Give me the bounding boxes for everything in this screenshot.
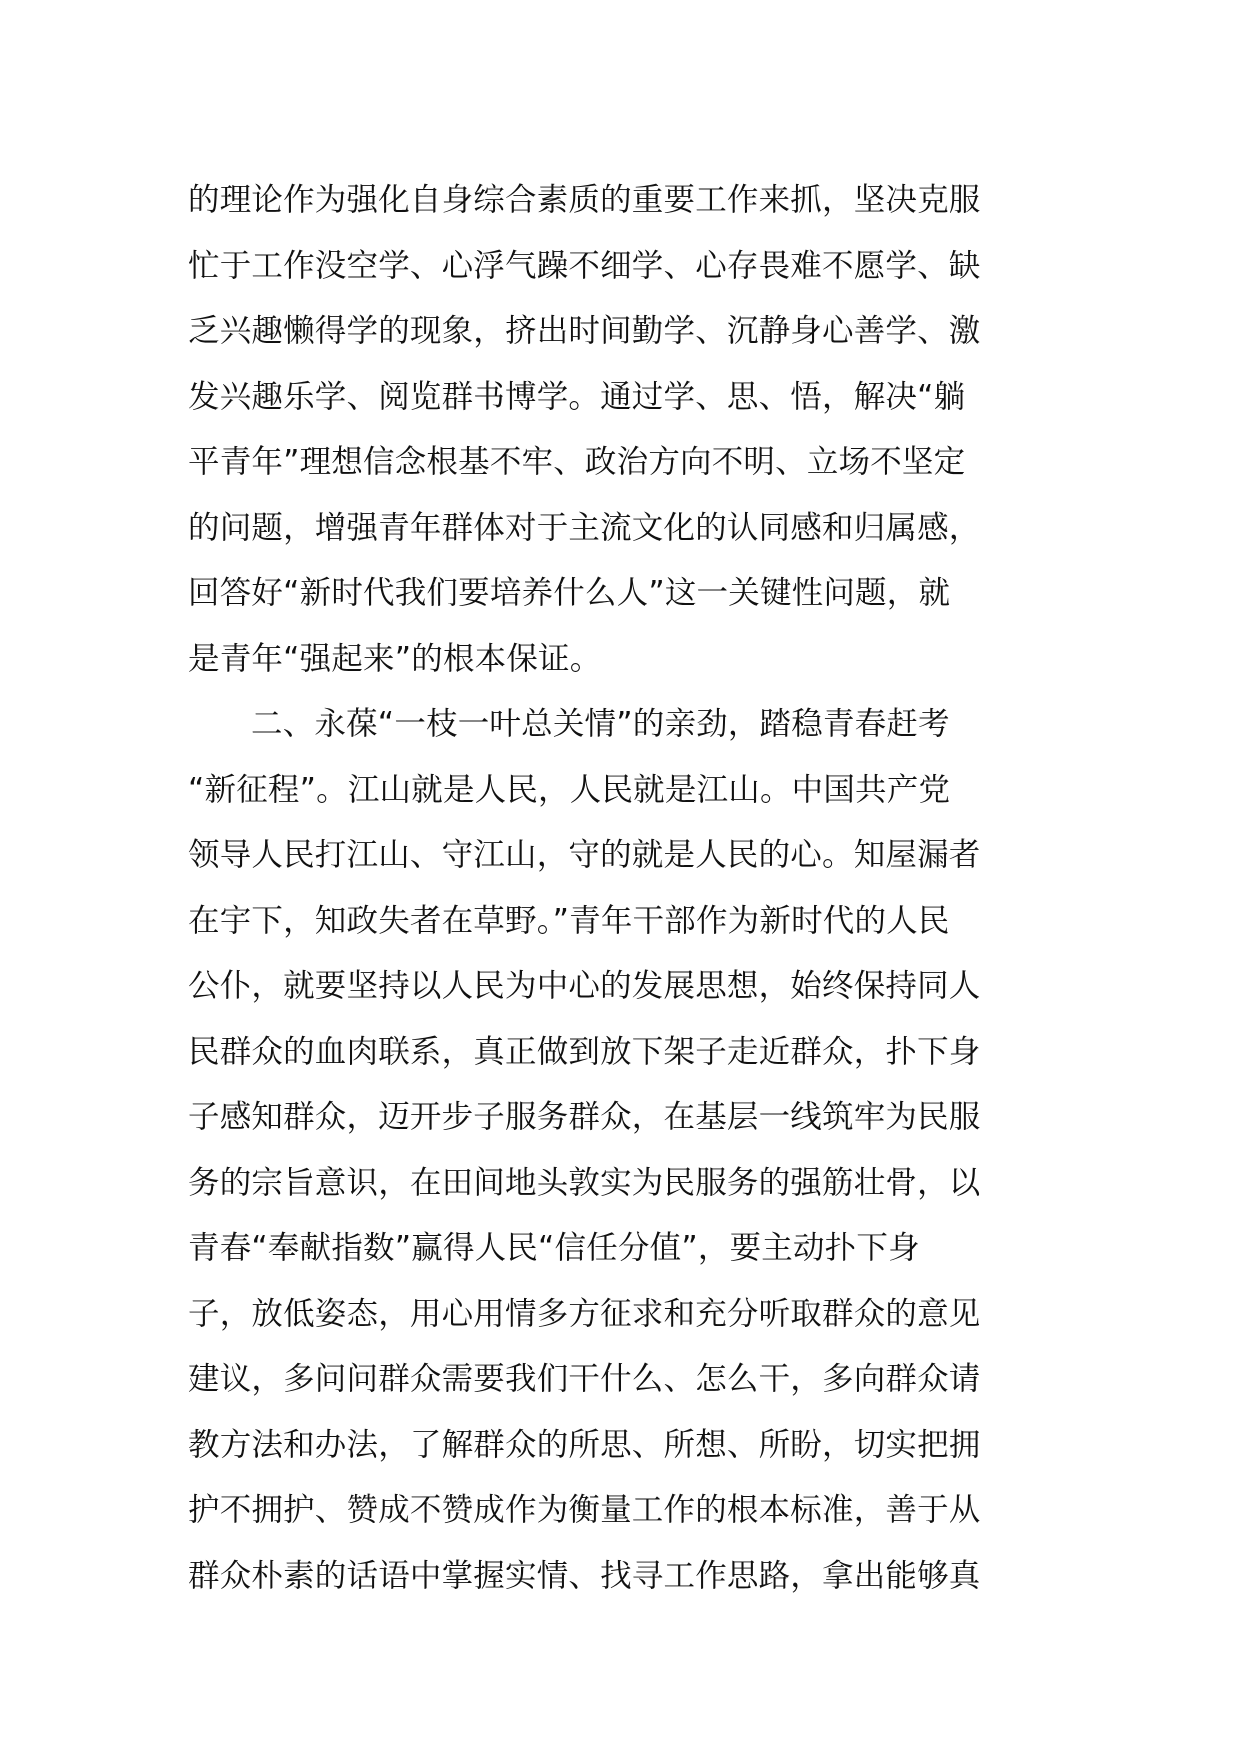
text-line: 回答好“新时代我们要培养什么人”这一关键性问题，就 [188, 575, 951, 611]
text-line: 的问题，增强青年群体对于主流文化的认同感和归属感， [188, 509, 981, 546]
text-line: 发兴趣乐学、阅览群书博学。通过学、思、悟，解决“躺 [188, 378, 966, 415]
text-line: 子，放低姿态，用心用情多方征求和充分听取群众的意见 [188, 1295, 981, 1332]
body-text [188, 168, 1058, 1609]
text-line: 公仆，就要坚持以人民为中心的发展思想，始终保持同人 [188, 968, 981, 1004]
text-line: 青春“奉献指数”赢得人民“信任分值”，要主动扑下身 [188, 1230, 920, 1266]
text-line: 子感知群众，迈开步子服务群众，在基层一线筑牢为民服 [188, 1099, 981, 1135]
text-line: 教方法和办法，了解群众的所思、所想、所盼，切实把拥 [188, 1426, 981, 1463]
section-heading-line: 二、永葆“一枝一叶总关情”的亲劲，踏稳青春赶考 [251, 706, 950, 742]
text-line: 忙于工作没空学、心浮气躁不细学、心存畏难不愿学、缺 [188, 247, 981, 284]
text-line: 在宇下，知政失者在草野。”青年干部作为新时代的人民 [188, 902, 950, 939]
text-line: 务的宗旨意识，在田间地头敦实为民服务的强筋壮骨，以 [188, 1164, 981, 1201]
text-line: 护不拥护、赞成不赞成作为衡量工作的根本标准，善于从 [188, 1492, 981, 1528]
text-line: 领导人民打江山、守江山，守的就是人民的心。知屋漏者 [188, 837, 981, 873]
text-line: 平青年”理想信念根基不牢、政治方向不明、立场不坚定 [188, 444, 966, 480]
text-line: 乏兴趣懒得学的现象，挤出时间勤学、沉静身心善学、激 [188, 313, 981, 349]
text-line: 群众朴素的话语中掌握实情、找寻工作思路，拿出能够真 [188, 1557, 981, 1594]
text-line: “新征程”。江山就是人民，人民就是江山。中国共产党 [188, 771, 951, 808]
text-line: 民群众的血肉联系，真正做到放下架子走近群众，扑下身 [188, 1033, 981, 1070]
text-line: 建议，多问问群众需要我们干什么、怎么干，多向群众请 [188, 1361, 981, 1397]
text-line: 是青年“强起来”的根本保证。 [188, 640, 602, 677]
text-line: 的理论作为强化自身综合素质的重要工作来抓，坚决克服 [188, 182, 981, 218]
